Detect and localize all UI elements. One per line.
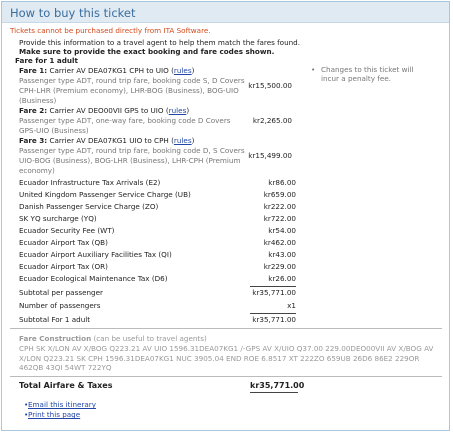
- fare-construction-text: CPH SK X/LON AV X/BOG Q223.21 AV UIO 1596.31DEA07KG1 /-GPS AV X/UIO Q37.00 229.00DEO00VII AV X/BOG AV X/LON Q223.21 SK CPH 1596.31DEA07KG1 NUC 3905.04 END ROE 6.8517 XT 222ZO 659UB 26D6 86E2 229OR 462QB 43QI 54WT 722YQ: [19, 344, 434, 373]
- purchase-warning: Tickets cannot be purchased directly from ITA Software.: [10, 26, 211, 35]
- subtotal-value: kr35,771.00: [252, 288, 296, 297]
- tax-row: [19, 178, 296, 189]
- fare-details: Passenger type ADT, round trip fare, booking code D, S Covers UIO-BOG (Business), BOG-LHR (Business), LHR-CPH (Premium economy): [19, 146, 245, 175]
- fare-description: Carrier AV DEA07KG1 UIO to CPH: [49, 136, 169, 145]
- fare-details: Passenger type ADT, round trip fare, booking code S, D Covers CPH-LHR (Premium economy), LHR-BOG (Business), BOG-UIO (Business): [19, 76, 245, 105]
- rules-link[interactable]: rules: [168, 106, 187, 115]
- tax-value: kr659.00: [263, 190, 296, 199]
- bullet-icon: •: [24, 400, 29, 409]
- fare-item-3: Fare 3: Carrier AV DEA07KG1 UIO to CPH (rules) Passenger type ADT, round trip fare, booking code D, S Covers UIO-BOG (Business), BOG-LHR (Business), LHR-CPH (Premium economy): [19, 136, 247, 176]
- tax-value: kr722.00: [263, 214, 296, 223]
- instruction-text: Provide this information to a travel agent to help them match the fares found.: [19, 38, 301, 47]
- adult-subtotal-label: Subtotal For 1 adult: [19, 315, 91, 324]
- tax-label: Danish Passenger Service Charge (ZO): [19, 202, 159, 211]
- section-divider: [10, 328, 442, 329]
- fare-construction-heading: Fare Construction (can be useful to travel agents): [19, 334, 207, 343]
- fare-amount: kr15,500.00: [248, 81, 292, 90]
- tax-row: [19, 190, 296, 201]
- tax-row: [19, 202, 296, 213]
- fare-number: Fare 1:: [19, 66, 48, 75]
- fare-details: Passenger type ADT, one-way fare, booking code D Covers GPS-UIO (Business): [19, 116, 231, 135]
- tax-value: kr462.00: [263, 238, 296, 247]
- total-divider: [250, 392, 298, 393]
- section-divider: [10, 376, 442, 377]
- fare-description: Carrier AV DEO00VII GPS to UIO: [49, 106, 164, 115]
- total-label: Total Airfare & Taxes: [19, 381, 113, 390]
- total-value: kr35,771.00: [250, 381, 305, 390]
- fare-for-heading: Fare for 1 adult: [15, 56, 78, 65]
- print-page-link[interactable]: Print this page: [28, 410, 81, 419]
- tax-label: Ecuador Ecological Maintenance Tax (D6): [19, 274, 168, 283]
- tax-value: kr43.00: [268, 250, 296, 259]
- bullet-icon: •: [311, 65, 316, 74]
- passengers-value: x1: [287, 301, 296, 310]
- tax-label: Ecuador Infrastructure Tax Arrivals (E2): [19, 178, 161, 187]
- tax-row: [19, 250, 296, 261]
- email-itinerary-link[interactable]: Email this itinerary: [28, 400, 96, 409]
- fare-item-1: Fare 1: Carrier AV DEA07KG1 CPH to UIO (rules) Passenger type ADT, round trip fare, booking code S, D Covers CPH-LHR (Premium economy), LHR-BOG (Business), BOG-UIO (Business): [19, 66, 247, 106]
- fare-item-2: Fare 2: Carrier AV DEO00VII GPS to UIO (rules) Passenger type ADT, one-way fare, booking code D Covers GPS-UIO (Business): [19, 106, 247, 136]
- tax-row: [19, 274, 296, 285]
- tax-row: [19, 262, 296, 273]
- rules-link[interactable]: rules: [173, 66, 192, 75]
- rules-link[interactable]: rules: [173, 136, 192, 145]
- tax-label: Ecuador Security Fee (WT): [19, 226, 115, 235]
- passengers-label: Number of passengers: [19, 301, 101, 310]
- fare-amount: kr2,265.00: [252, 116, 292, 125]
- tax-row: [19, 238, 296, 249]
- page-title: How to buy this ticket: [10, 6, 136, 20]
- adult-divider: [250, 313, 296, 314]
- instruction-bold: Make sure to provide the exact booking and fare codes shown.: [19, 47, 275, 56]
- tax-label: SK YQ surcharge (YQ): [19, 214, 97, 223]
- ticket-panel: [1, 1, 450, 431]
- subtotal-row: [19, 288, 296, 299]
- tax-row: [19, 214, 296, 225]
- adult-subtotal-row: [19, 315, 296, 326]
- tax-row: [19, 226, 296, 237]
- adult-subtotal-value: kr35,771.00: [252, 315, 296, 324]
- fare-amount: kr15,499.00: [248, 151, 292, 160]
- tax-label: Ecuador Airport Tax (OR): [19, 262, 108, 271]
- fare-number: Fare 3:: [19, 136, 48, 145]
- tax-value: kr54.00: [268, 226, 296, 235]
- tax-value: kr26.00: [268, 274, 296, 283]
- subtotal-label: Subtotal per passenger: [19, 288, 103, 297]
- tax-value: kr222.00: [263, 202, 296, 211]
- penalty-note-text: Changes to this ticket will incur a penalty fee.: [321, 65, 414, 83]
- passengers-row: [19, 301, 296, 312]
- tax-label: United Kingdom Passenger Service Charge (UB): [19, 190, 191, 199]
- fare-number: Fare 2:: [19, 106, 48, 115]
- tax-value: kr229.00: [263, 262, 296, 271]
- tax-value: kr86.00: [268, 178, 296, 187]
- subtotal-divider: [250, 286, 296, 287]
- bullet-icon: •: [24, 410, 29, 419]
- fare-description: Carrier AV DEA07KG1 CPH to UIO: [49, 66, 169, 75]
- tax-label: Ecuador Airport Auxiliary Facilities Tax (QI): [19, 250, 172, 259]
- tax-label: Ecuador Airport Tax (QB): [19, 238, 108, 247]
